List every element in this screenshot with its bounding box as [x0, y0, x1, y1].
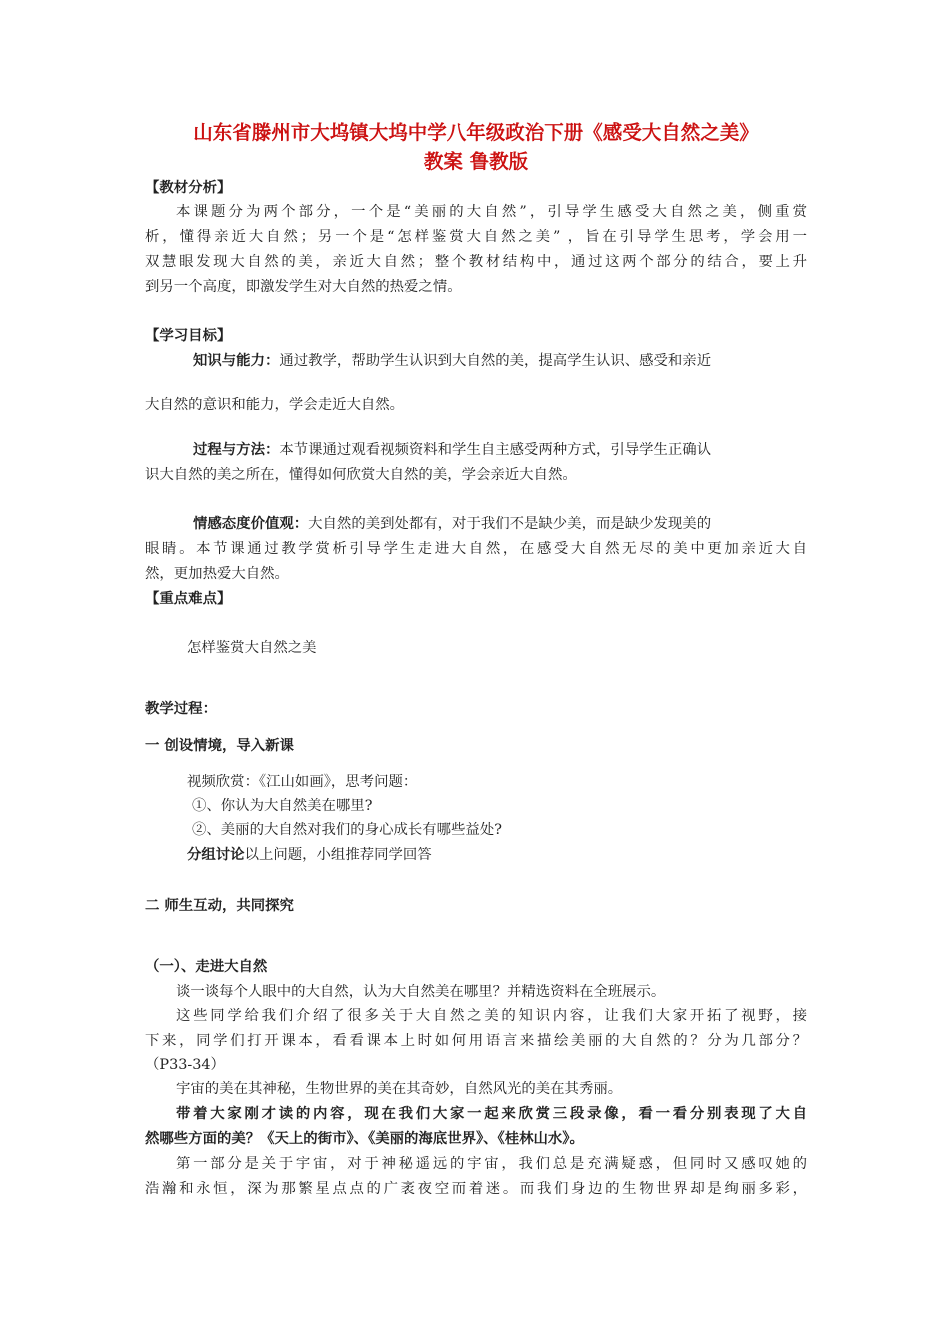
goal-label-knowledge: 知识与能力：	[193, 353, 280, 369]
group-discussion-label: 分组讨论	[187, 847, 245, 863]
doc-title-line1: 山东省滕州市大坞镇大坞中学八年级政治下册《感受大自然之美》	[193, 121, 759, 144]
paragraph-line: 然，更加热爱大自然。	[145, 566, 289, 582]
section-heading-goals: 【学习目标】	[145, 328, 232, 344]
goal-text: 大自然的美到处都有，对于我们不是缺少美，而是缺少发现美的	[308, 516, 712, 532]
paragraph-line: 析，懂得亲近大自然；另一个是“怎样鉴赏大自然之美” ，旨在引导学生思考，学会用一	[145, 229, 807, 245]
goal-emotion-line	[193, 514, 711, 534]
process-heading: 教学过程：	[145, 701, 217, 717]
paragraph-line: 本课题分为两个部分，一个是“美丽的大自然”，引导学生感受大自然之美，侧重赏	[176, 204, 807, 220]
key-point-text: 怎样鉴赏大自然之美	[187, 640, 317, 656]
goal-text: 本节课通过观看视频资料和学生自主感受两种方式，引导学生正确认	[279, 442, 712, 458]
paragraph-line-bold: 带着大家刚才读的内容，现在我们大家一起来欣赏三段录像，看一看分别表现了大自	[176, 1106, 807, 1122]
paragraph-line: 浩瀚和永恒，深为那繁星点点的广袤夜空而着迷。而我们身边的生物世界却是绚丽多彩，	[145, 1181, 807, 1197]
part2-heading: 二 师生互动，共同探究	[145, 898, 294, 914]
section-heading-material: 【教材分析】	[145, 180, 232, 196]
paragraph-line: 大自然的意识和能力，学会走近大自然。	[145, 397, 405, 413]
paragraph-line: （P33-34）	[145, 1057, 225, 1073]
paragraph-line-bold: 然哪些方面的美？《天上的街市》、《美丽的海底世界》、《桂林山水》。	[145, 1131, 584, 1147]
question-2: ②、美丽的大自然对我们的身心成长有哪些益处?	[192, 822, 502, 838]
goal-text: 通过教学，帮助学生认识到大自然的美，提高学生认识、感受和亲近	[279, 353, 712, 369]
goal-knowledge-line	[193, 351, 711, 371]
paragraph-line: 眼睛。本节课通过教学赏析引导学生走进大自然，在感受大自然无尽的美中更加亲近大自	[145, 541, 807, 557]
goal-process-line	[193, 440, 711, 460]
section-heading-key-points: 【重点难点】	[145, 591, 232, 607]
paragraph-line: 识大自然的美之所在，懂得如何欣赏大自然的美，学会亲近大自然。	[145, 467, 577, 483]
question-1: ①、你认为大自然美在哪里?	[192, 798, 373, 814]
paragraph-line: 宇宙的美在其神秘，生物世界的美在其奇妙，自然风光的美在其秀丽。	[176, 1081, 623, 1097]
goal-label-process: 过程与方法：	[193, 442, 280, 458]
goal-label-emotion: 情感态度价值观：	[193, 516, 309, 532]
part1-heading: 一 创设情境，导入新课	[145, 738, 294, 754]
group-discussion-line	[187, 845, 432, 865]
paragraph-line: 到另一个高度，即激发学生对大自然的热爱之情。	[145, 279, 462, 295]
paragraph-line: 下来，同学们打开课本，看看课本上时如何用语言来描绘美丽的大自然的？分为几部分？	[145, 1033, 807, 1049]
doc-title-line2: 教案 鲁教版	[423, 150, 529, 173]
group-discussion-text: 以上问题，小组推荐同学回答	[244, 847, 432, 863]
paragraph-line: 谈一谈每个人眼中的大自然，认为大自然美在哪里？并精选资料在全班展示。	[176, 984, 666, 1000]
paragraph-line: 第一部分是关于宇宙，对于神秘遥远的宇宙，我们总是充满疑惑，但同时又感叹她的	[176, 1156, 807, 1172]
subsection-heading: （一）、走进大自然	[145, 959, 268, 975]
paragraph-line: 这些同学给我们介绍了很多关于大自然之美的知识内容，让我们大家开拓了视野，接	[176, 1008, 807, 1024]
video-line: 视频欣赏：《江山如画》，思考问题：	[187, 774, 418, 790]
paragraph-line: 双慧眼发现大自然的美，亲近大自然；整个教材结构中，通过这两个部分的结合，要上升	[145, 254, 807, 270]
